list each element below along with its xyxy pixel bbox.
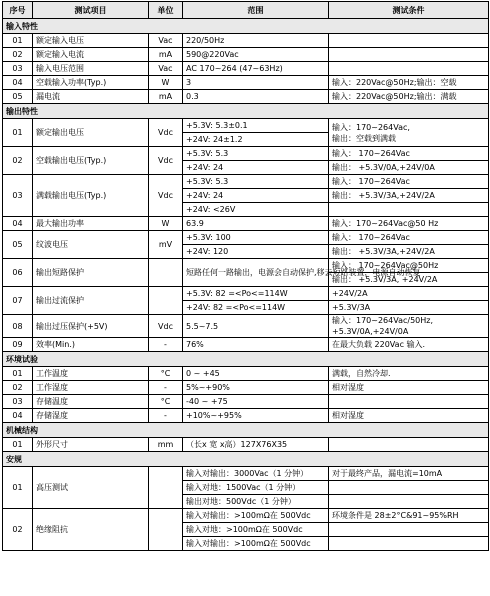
item-name: 纹波电压 [33,231,149,259]
item-unit: Vdc [149,315,183,338]
item-unit [149,467,183,509]
item-condition: +24V/2A [329,287,489,301]
item-no: 03 [3,175,33,217]
item-condition [329,495,489,509]
item-no: 09 [3,338,33,352]
item-range: +24V: <26V [183,203,329,217]
section-title: 机械结构 [3,423,489,438]
item-no: 04 [3,409,33,423]
item-condition: 输入： 170~264Vac [329,147,489,161]
item-condition [329,537,489,551]
item-range: 5.5~7.5 [183,315,329,338]
item-range: 0 ~ +45 [183,367,329,381]
item-unit: W [149,217,183,231]
item-range: +5.3V: 82 =<Po<=114W [183,287,329,301]
table-row [3,409,489,423]
item-name: 存储湿度 [33,409,149,423]
table-row [3,438,489,452]
item-condition [329,48,489,62]
item-condition: 对于最终产品，漏电流=10mA [329,467,489,481]
item-no: 07 [3,287,33,315]
item-unit: mA [149,90,183,104]
item-unit: - [149,338,183,352]
item-unit: Vdc [149,175,183,217]
item-condition: 输出： +5.3V/0A,+24V/0A [329,161,489,175]
item-name: 额定输入电流 [33,48,149,62]
item-unit: mm [149,438,183,452]
item-range: 输入对地：>100mΩ在 500Vdc [183,523,329,537]
section-row [3,452,489,467]
item-range: 5%~+90% [183,381,329,395]
table-row [3,48,489,62]
spec-table [2,1,489,551]
item-no: 03 [3,62,33,76]
item-condition: 输入：170~264Vac, 输出：空载到满载 [329,119,489,147]
header-no: 序号 [3,2,33,19]
item-condition: 环境条件是 28±2°C&91~95%RH [329,509,489,523]
item-no: 01 [3,119,33,147]
item-unit: - [149,381,183,395]
item-name: 工作湿度 [33,381,149,395]
table-row [3,119,489,133]
header-condition: 测试条件 [329,2,489,19]
item-name: 输出短路保护 [33,259,149,287]
item-unit [149,287,183,315]
item-range: +24V: 24 [183,161,329,175]
item-condition: 相对湿度 [329,409,489,423]
item-range: +5.3V: 5.3 [183,175,329,189]
table-row [3,34,489,48]
section-title: 输出特性 [3,104,489,119]
item-name: 漏电流 [33,90,149,104]
header-item: 测试项目 [33,2,149,19]
item-range: +10%~+95% [183,409,329,423]
item-unit: Vdc [149,119,183,147]
item-range: +5.3V: 100 [183,231,329,245]
item-range: 输入对输出：3000Vac（1 分钟） [183,467,329,481]
item-condition: +5.3V/3A [329,301,489,315]
item-range: 短路任何一路输出，电源会自动保护,移去短路装置，电源自动恢复 [183,259,329,287]
item-name: 工作温度 [33,367,149,381]
item-range: 输入对输出：>100mΩ在 500Vdc [183,509,329,523]
table-row [3,467,489,481]
item-name: 满载输出电压(Typ.) [33,175,149,217]
item-name: 额定输出电压 [33,119,149,147]
item-condition: 输出： +5.3V/3A, +24V/2A [329,273,489,287]
item-range: （长x 宽 x高）127X76X35 [183,438,329,452]
item-name: 效率(Min.) [33,338,149,352]
item-no: 05 [3,231,33,259]
item-unit: °C [149,367,183,381]
section-title: 输入特性 [3,19,489,34]
item-no: 03 [3,395,33,409]
item-name: 空载输入功率(Typ.) [33,76,149,90]
item-no: 01 [3,34,33,48]
item-range: 3 [183,76,329,90]
section-row [3,104,489,119]
item-no: 02 [3,147,33,175]
item-range: 63.9 [183,217,329,231]
table-row [3,90,489,104]
item-no: 02 [3,48,33,62]
item-unit: mV [149,231,183,259]
section-row [3,19,489,34]
item-no: 08 [3,315,33,338]
table-row [3,381,489,395]
section-row [3,352,489,367]
item-unit: °C [149,395,183,409]
item-unit: W [149,76,183,90]
header-range: 范围 [183,2,329,19]
item-condition [329,203,489,217]
table-row [3,62,489,76]
item-condition: 输入：170~264Vac/50Hz, +5.3V/0A,+24V/0A [329,315,489,338]
table-row [3,367,489,381]
item-condition: 输出： +5.3V/3A,+24V/2A [329,245,489,259]
item-no: 01 [3,467,33,509]
section-title: 安规 [3,452,489,467]
item-condition: 输入：220Vac@50Hz;输出：满载 [329,90,489,104]
item-no: 02 [3,509,33,551]
table-row [3,338,489,352]
item-name: 最大输出功率 [33,217,149,231]
table-row [3,315,489,338]
item-no: 04 [3,217,33,231]
item-condition: 输入：220Vac@50Hz;输出：空载 [329,76,489,90]
item-range: +24V: 24±1.2 [183,133,329,147]
item-unit [149,259,183,287]
item-unit: Vac [149,34,183,48]
table-row [3,395,489,409]
spec-body [3,19,489,551]
item-unit: Vac [149,62,183,76]
item-condition: 满载，自然冷却. [329,367,489,381]
item-range: 76% [183,338,329,352]
item-condition [329,481,489,495]
item-condition [329,62,489,76]
item-name: 存储温度 [33,395,149,409]
item-range: +24V: 120 [183,245,329,259]
item-range: +24V: 24 [183,189,329,203]
table-row [3,175,489,189]
item-range: -40 ~ +75 [183,395,329,409]
item-no: 02 [3,381,33,395]
item-range: +5.3V: 5.3±0.1 [183,119,329,133]
section-row [3,423,489,438]
item-unit: Vdc [149,147,183,175]
item-condition: 在最大负载 220Vac 输入. [329,338,489,352]
item-no: 01 [3,367,33,381]
table-row [3,76,489,90]
item-condition [329,523,489,537]
item-range: +5.3V: 5.3 [183,147,329,161]
item-unit: mA [149,48,183,62]
item-condition: 相对湿度 [329,381,489,395]
item-range: 220/50Hz [183,34,329,48]
item-name: 额定输入电压 [33,34,149,48]
item-range: AC 170~264 (47~63Hz) [183,62,329,76]
table-row [3,147,489,161]
item-no: 06 [3,259,33,287]
table-row [3,217,489,231]
item-no: 04 [3,76,33,90]
table-row [3,287,489,301]
item-condition: 输入： 170~264Vac [329,231,489,245]
item-range: 0.3 [183,90,329,104]
section-title: 环境试验 [3,352,489,367]
item-condition: 输出： +5.3V/3A,+24V/2A [329,189,489,203]
item-name: 绝缘阻抗 [33,509,149,551]
item-range: 590@220Vac [183,48,329,62]
item-name: 高压测试 [33,467,149,509]
table-row [3,509,489,523]
item-no: 05 [3,90,33,104]
item-range: 输入对地：1500Vac（1 分钟） [183,481,329,495]
item-condition [329,438,489,452]
item-name: 空载输出电压(Typ.) [33,147,149,175]
item-range: 输出对地：500Vdc（1 分钟） [183,495,329,509]
item-condition: 输入：170~264Vac@50 Hz [329,217,489,231]
item-unit: - [149,409,183,423]
item-range: 输入对输出：>100mΩ在 500Vdc [183,537,329,551]
table-row [3,231,489,245]
item-condition: 输入： 170~264Vac@50Hz [329,259,489,273]
header-row [3,2,489,19]
item-condition [329,34,489,48]
item-name: 输出过压保护(+5V) [33,315,149,338]
item-condition: 输入： 170~264Vac [329,175,489,189]
item-name: 输出过流保护 [33,287,149,315]
item-range: +24V: 82 =<Po<=114W [183,301,329,315]
item-name: 外形尺寸 [33,438,149,452]
item-no: 01 [3,438,33,452]
item-unit [149,509,183,551]
table-row [3,259,489,273]
header-unit: 单位 [149,2,183,19]
item-condition [329,395,489,409]
item-name: 输入电压范围 [33,62,149,76]
